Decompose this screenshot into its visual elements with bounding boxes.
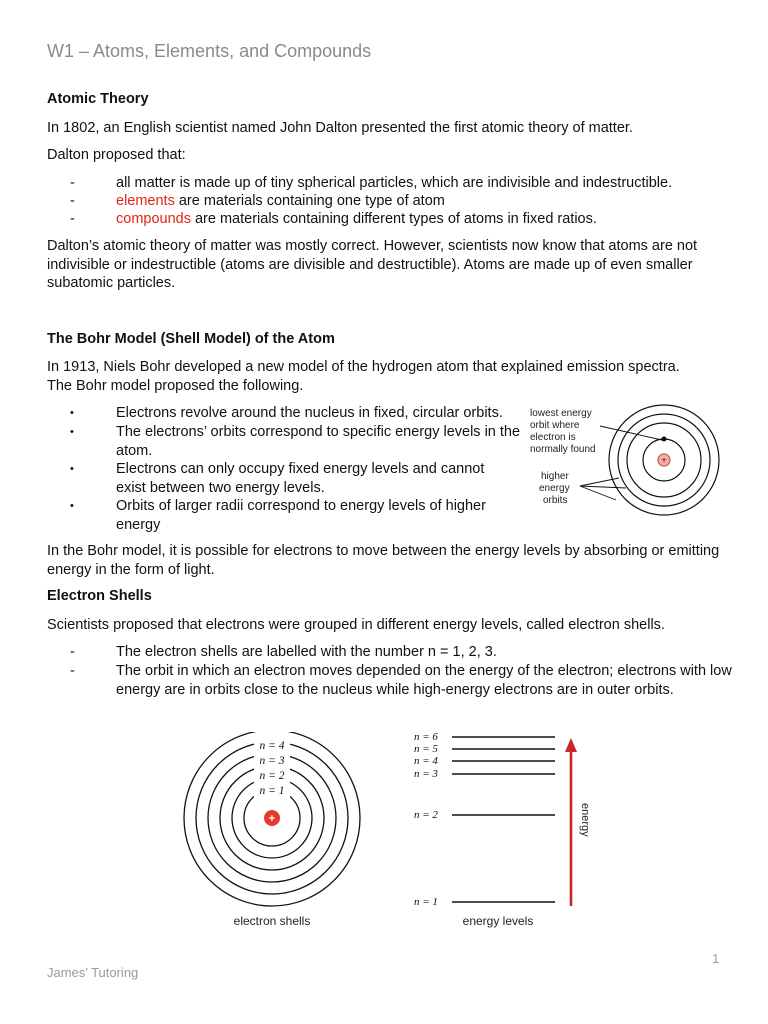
list-marker: - (70, 211, 75, 227)
paragraph: In the Bohr model, it is possible for electrons to move between the energy levels by absorbing or emitting energy in the form of light. (47, 543, 720, 578)
list-item-text: The electrons’ orbits correspond to specific energy levels in the atom. (116, 424, 521, 459)
paragraph: Dalton proposed that: (47, 147, 186, 163)
level-label: n = 4 (414, 755, 438, 767)
diagram-label-lowest: electron is (530, 432, 576, 443)
energy-axis-label: energy (579, 803, 591, 837)
list-item-text: Electrons can only occupy fixed energy levels and cannot exist between two energy levels. (116, 461, 485, 496)
shell-label: n = 1 (259, 785, 285, 797)
list-item (70, 192, 730, 212)
level-label: n = 5 (414, 743, 438, 755)
shell-label: n = 2 (259, 770, 285, 782)
list-item (70, 423, 540, 461)
list-marker: - (70, 644, 75, 660)
list-item (70, 662, 730, 722)
diagram-label-higher: energy (539, 483, 570, 494)
list-item (70, 210, 730, 230)
list-item (70, 460, 540, 498)
term-compounds: compounds (116, 211, 191, 227)
diagram-label-lowest: normally found (530, 444, 596, 455)
list-item-text: are materials containing different types of atoms in fixed ratios. (190, 211, 597, 227)
list-item-text: The electron shells are labelled with the number n = 1, 2, 3. (116, 644, 497, 660)
energy-levels-figure (410, 728, 600, 933)
page-number: 1 (712, 951, 720, 966)
level-label: n = 1 (414, 896, 438, 908)
bohr-model-diagram (522, 400, 722, 520)
list-item (70, 643, 730, 663)
term-elements: elements (116, 193, 175, 209)
heading-electron-shells: Electron Shells (47, 588, 152, 604)
diagram-label-lowest: lowest energy (530, 408, 592, 419)
list-marker: - (70, 663, 75, 679)
list-item-text: are materials containing one type of atom (174, 193, 445, 209)
heading-atomic-theory: Atomic Theory (47, 91, 149, 107)
list-item-text: Orbits of larger radii correspond to energy levels of higher energy (116, 498, 486, 533)
figure-caption: electron shells (233, 914, 311, 928)
list-item-text: Electrons revolve around the nucleus in fixed, circular orbits. (116, 405, 503, 421)
list-item-text: The orbit in which an electron moves depended on the energy of the electron; electrons with low energy are in orbits close to the nucleus while high-energy electrons are in outer orbits. (116, 663, 732, 698)
list-marker: - (70, 193, 75, 209)
energy-arrow-head (565, 738, 577, 752)
pointer-line (580, 486, 626, 488)
paragraph: In 1913, Niels Bohr developed a new model of the hydrogen atom that explained emission spectra. The Bohr model proposed the following. (47, 359, 680, 394)
electron-dot (662, 437, 667, 442)
heading-bohr-model: The Bohr Model (Shell Model) of the Atom (47, 331, 335, 347)
list-item (70, 174, 730, 194)
bullet-marker: • (70, 407, 74, 419)
diagram-label-lowest: orbit where (530, 420, 580, 431)
diagram-label-higher: higher (541, 471, 569, 482)
nucleus-symbol: + (661, 455, 667, 467)
level-label: n = 3 (414, 768, 438, 780)
paragraph: In 1802, an English scientist named John Dalton presented the first atomic theory of matter. (47, 120, 633, 136)
bullet-marker: • (70, 500, 74, 512)
bullet-marker: • (70, 426, 74, 438)
level-label: n = 6 (414, 731, 438, 743)
page-title: W1 – Atoms, Elements, and Compounds (47, 41, 372, 61)
paragraph: Dalton’s atomic theory of matter was mostly correct. However, scientists now know that atoms are not indivisible or indestructible (atoms are divisible and destructible). Atoms are made up of even smaller subatomic particles. (47, 238, 698, 291)
list-item (70, 497, 540, 535)
footer-brand: James’ Tutoring (47, 965, 139, 980)
shell-label: n = 3 (259, 755, 285, 767)
pointer-line (580, 486, 616, 500)
bullet-marker: • (70, 463, 74, 475)
nucleus-symbol: + (268, 813, 276, 825)
level-label: n = 2 (414, 809, 438, 821)
diagram-label-higher: orbits (543, 495, 568, 506)
list-marker: - (70, 175, 75, 191)
paragraph: Scientists proposed that electrons were grouped in different energy levels, called electron shells. (47, 617, 665, 633)
list-item (70, 404, 540, 424)
shell-label: n = 4 (259, 740, 285, 752)
list-item-text: all matter is made up of tiny spherical particles, which are indivisible and indestructible. (116, 175, 673, 191)
figure-caption: energy levels (462, 914, 534, 928)
electron-shells-figure (180, 732, 370, 932)
